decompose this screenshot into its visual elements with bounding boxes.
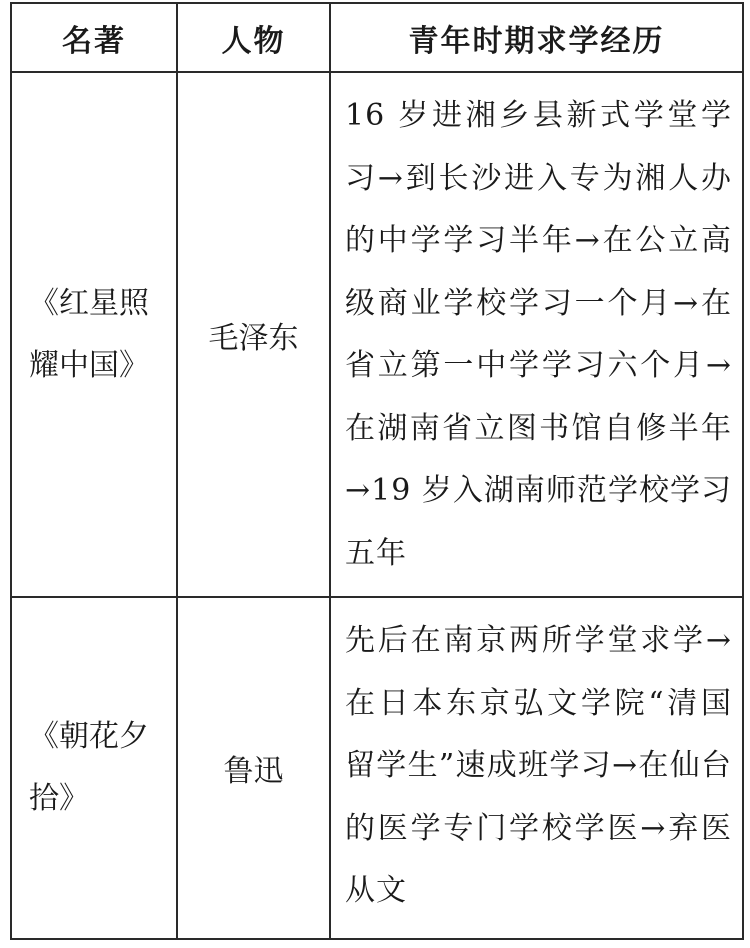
person-cell bbox=[178, 73, 331, 596]
table-row bbox=[12, 73, 742, 598]
study-history-table bbox=[10, 2, 744, 940]
book-cell bbox=[12, 73, 178, 596]
person-name: 鲁迅 bbox=[223, 754, 284, 789]
header-book: 名著 bbox=[12, 4, 178, 71]
study-history-text: 16 岁进湘乡县新式学堂学习→到长沙进入专为湘人办的中学学习半年→在公立高级商业学校学习一个月→在省立第一中学学习六个月→在湖南省立图书馆自修半年→19 岁入湖南师范学校学习五年 bbox=[345, 98, 732, 571]
book-title: 《红星照耀中国》 bbox=[29, 285, 149, 383]
book-title: 《朝花夕拾》 bbox=[29, 719, 149, 816]
table-header-row bbox=[12, 4, 742, 73]
history-cell bbox=[331, 598, 742, 938]
person-name: 毛泽东 bbox=[208, 320, 299, 356]
header-person: 人物 bbox=[178, 4, 331, 71]
book-cell bbox=[12, 598, 178, 938]
header-history: 青年时期求学经历 bbox=[408, 23, 665, 59]
person-cell bbox=[178, 598, 331, 938]
history-cell bbox=[331, 73, 742, 596]
table-row bbox=[12, 598, 742, 938]
study-history-text: 先后在南京两所学堂求学→在日本东京弘文学院“清国留学生”速成班学习→在仙台的医学专门学校学医→弃医从文 bbox=[345, 623, 732, 908]
